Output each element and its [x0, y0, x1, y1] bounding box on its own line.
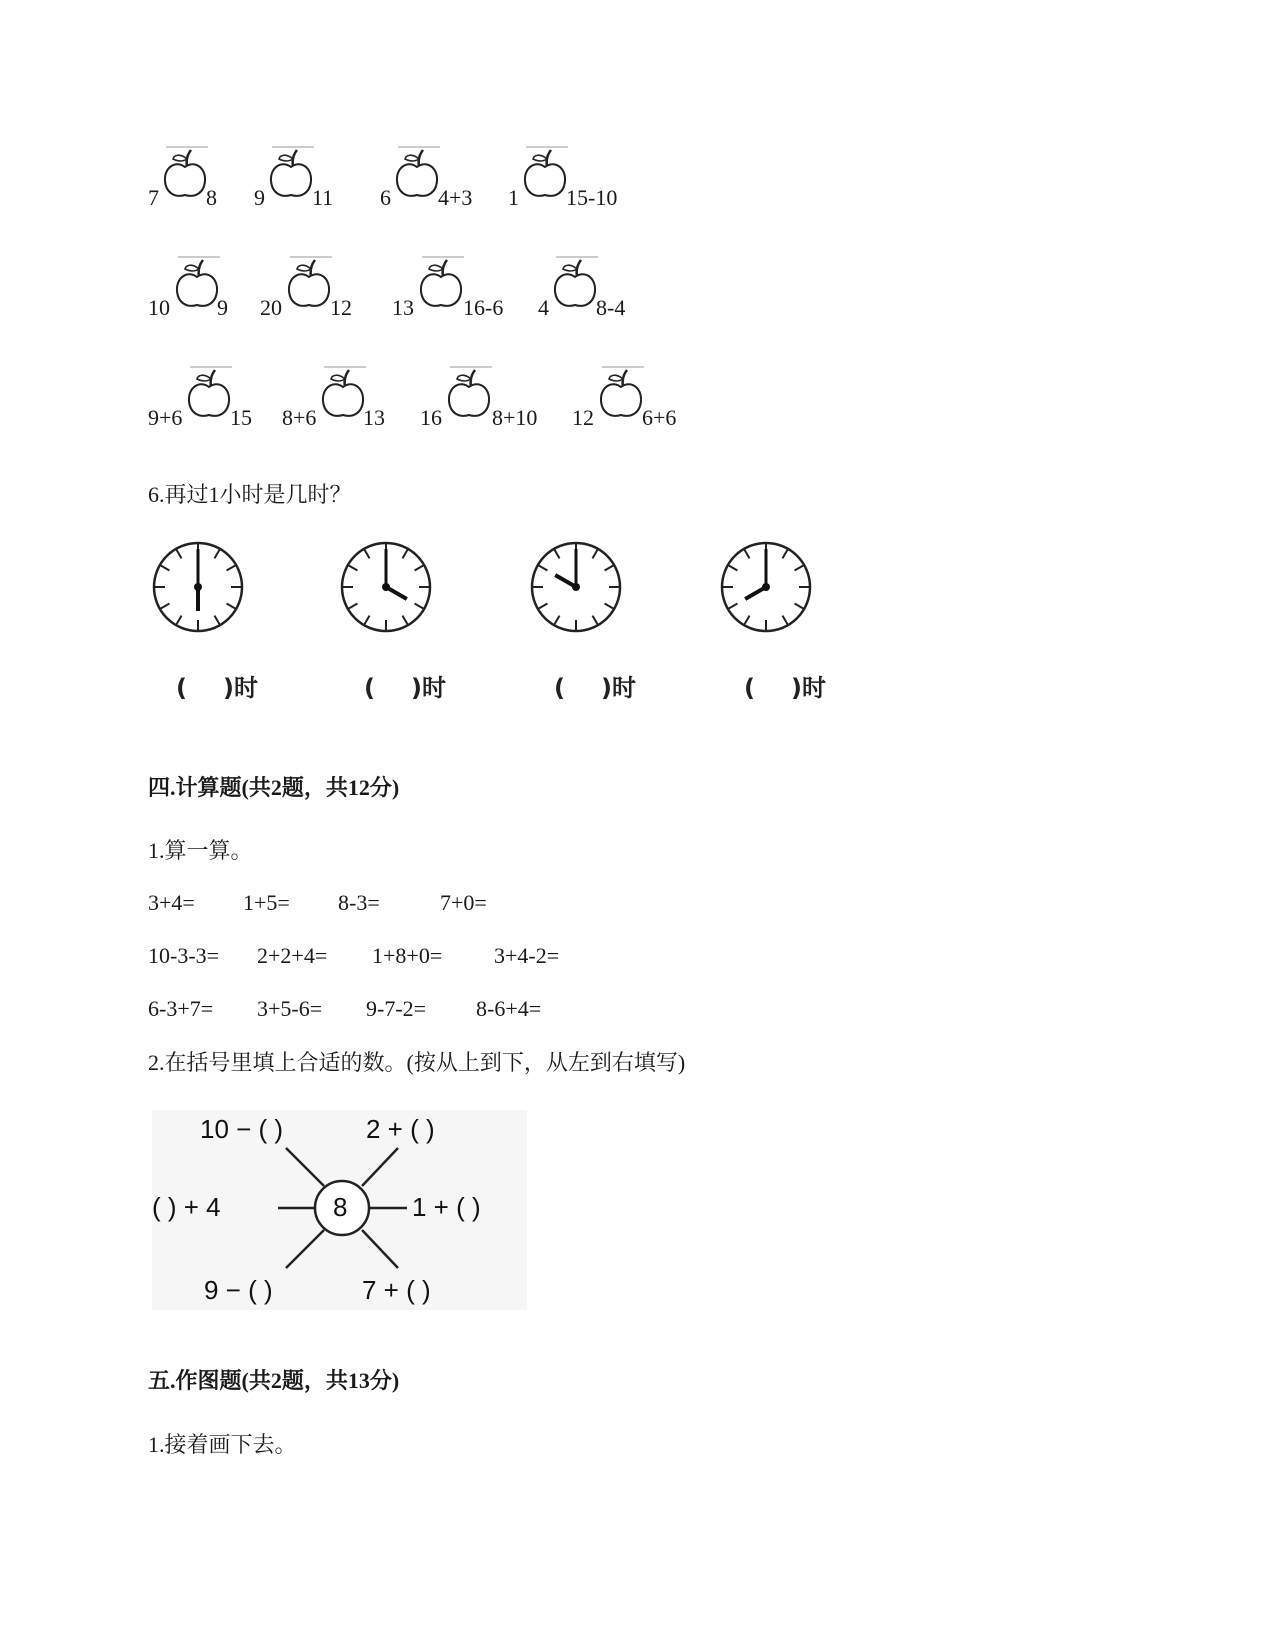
star-center-number: 8: [333, 1192, 348, 1222]
apple-circle-icon: [520, 145, 570, 203]
calc-problem: 3+5-6=: [257, 996, 323, 1021]
comparison-left-value: 7: [148, 185, 159, 210]
comparison-right-value: 8+10: [492, 405, 538, 430]
apple-circle-icon: [444, 365, 494, 423]
calc-problem: 2+2+4=: [257, 943, 328, 968]
star-label-bottom-right: 7 + ( ): [362, 1275, 431, 1305]
clock-face-icon: [340, 537, 440, 637]
clock-answer-open-paren: (: [554, 674, 565, 702]
comparison-right-value: 8-4: [596, 295, 626, 320]
comparison-right-value: 15: [230, 405, 252, 430]
clock-face-icon: [152, 537, 252, 637]
star-line-bottom-right: [362, 1230, 398, 1268]
calc-problem: 8-6+4=: [476, 996, 542, 1021]
comparison-left-value: 10: [148, 295, 170, 320]
star-label-top-left: 10 − ( ): [200, 1114, 284, 1144]
apple-circle-icon: [550, 255, 600, 313]
star-line-bottom-left: [286, 1230, 324, 1268]
clock-answer-close: )时: [410, 674, 446, 702]
comparison-left-value: 13: [392, 295, 414, 320]
comparison-left-value: 12: [572, 405, 594, 430]
section-4-q1-title: 1.算一算。: [148, 838, 253, 863]
clock-answer-open-paren: (: [176, 674, 187, 702]
comparison-left-value: 20: [260, 295, 282, 320]
apple-circle-icon: [172, 255, 222, 313]
section-4-q2-title: 2.在括号里填上合适的数。(按从上到下，从左到右填写): [148, 1050, 686, 1075]
comparison-right-value: 4+3: [438, 185, 473, 210]
clock-answer-open-paren: (: [744, 674, 755, 702]
comparison-left-value: 9: [254, 185, 265, 210]
star-label-right: 1 + ( ): [412, 1192, 481, 1222]
comparison-left-value: 8+6: [282, 405, 317, 430]
apple-circle-icon: [284, 255, 334, 313]
question-6-title: 6.再过1小时是几时？: [148, 482, 352, 507]
calc-problem: 10-3-3=: [148, 943, 220, 968]
star-line-top-right: [362, 1148, 398, 1186]
comparison-left-value: 16: [420, 405, 442, 430]
clock-answer-close: )时: [222, 674, 258, 702]
comparison-right-value: 6+6: [642, 405, 677, 430]
comparison-left-value: 1: [508, 185, 519, 210]
apple-circle-icon: [318, 365, 368, 423]
comparison-right-value: 13: [363, 405, 385, 430]
clock-answer-close: )时: [600, 674, 636, 702]
apple-circle-icon: [266, 145, 316, 203]
calc-problem: 3+4=: [148, 890, 195, 915]
comparison-right-value: 9: [217, 295, 228, 320]
clock-answer-label: [176, 668, 258, 703]
apple-circle-icon: [416, 255, 466, 313]
section-4-heading: 四.计算题(共2题，共12分): [148, 775, 400, 800]
comparison-left-value: 9+6: [148, 405, 183, 430]
comparison-right-value: 8: [206, 185, 217, 210]
calc-problem: 3+4-2=: [494, 943, 560, 968]
clock-answer-label: [744, 668, 826, 703]
comparison-right-value: 12: [330, 295, 352, 320]
calc-problem: 6-3+7=: [148, 996, 214, 1021]
clock-face-icon: [720, 537, 820, 637]
clock-answer-close: )时: [790, 674, 826, 702]
star-label-left: ( ) + 4: [152, 1192, 221, 1222]
comparison-right-value: 16-6: [463, 295, 504, 320]
number-star-diagram: [152, 1110, 527, 1310]
star-label-bottom-left: 9 − ( ): [204, 1275, 273, 1305]
clock-answer-label: [364, 668, 446, 703]
comparison-left-value: 4: [538, 295, 549, 320]
calc-problem: 1+8+0=: [372, 943, 443, 968]
star-label-top-right: 2 + ( ): [366, 1114, 435, 1144]
apple-circle-icon: [184, 365, 234, 423]
apple-circle-icon: [160, 145, 210, 203]
apple-circle-icon: [392, 145, 442, 203]
section-5-q1-title: 1.接着画下去。: [148, 1432, 297, 1457]
clock-answer-label: [554, 668, 636, 703]
clock-face-icon: [530, 537, 630, 637]
section-5-heading: 五.作图题(共2题，共13分): [148, 1368, 400, 1393]
star-line-top-left: [286, 1148, 324, 1186]
comparison-left-value: 6: [380, 185, 391, 210]
apple-circle-icon: [596, 365, 646, 423]
comparison-right-value: 15-10: [566, 185, 618, 210]
calc-problem: 9-7-2=: [366, 996, 427, 1021]
calc-problem: 7+0=: [440, 890, 487, 915]
calc-problem: 8-3=: [338, 890, 380, 915]
calc-problem: 1+5=: [243, 890, 290, 915]
comparison-right-value: 11: [312, 185, 334, 210]
clock-answer-open-paren: (: [364, 674, 375, 702]
